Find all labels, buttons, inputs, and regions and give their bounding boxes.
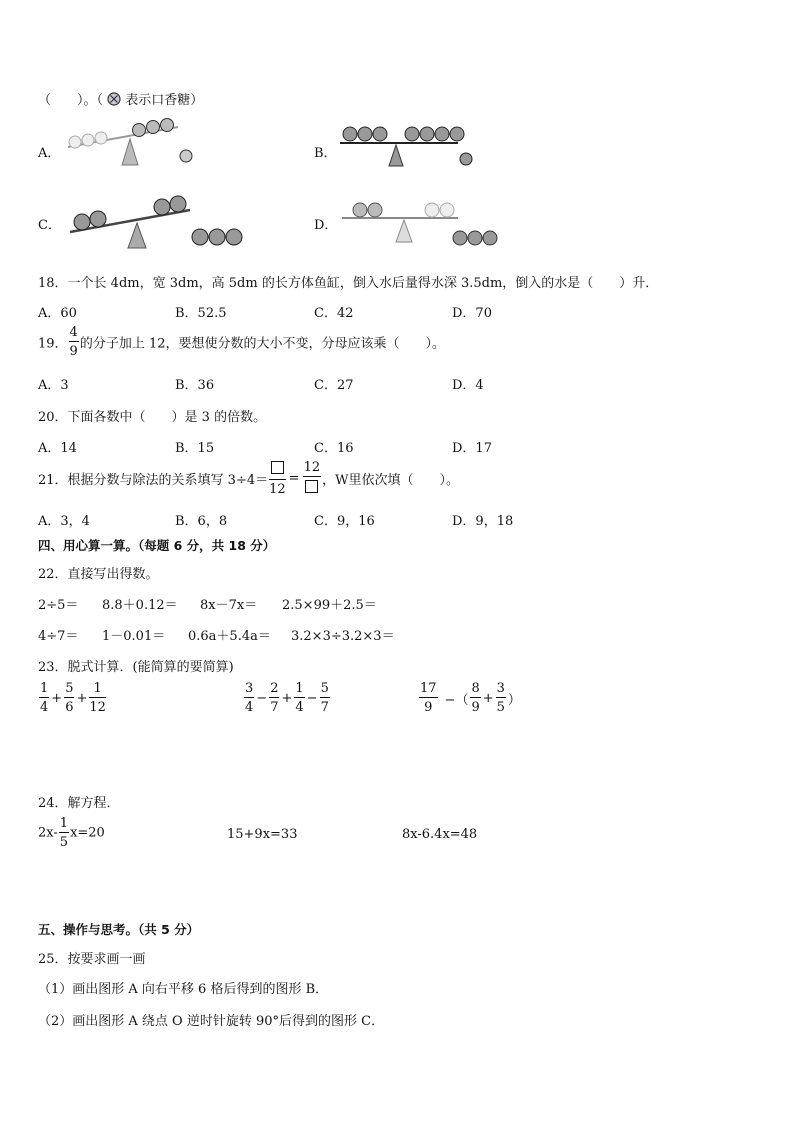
q20-option-b[interactable]: B．15 [175,441,215,456]
q22-item: 8x－7x＝ [200,598,258,613]
q21-blank-box-2[interactable] [305,480,318,493]
equation-text: 2x- [38,825,58,841]
q21-option-b[interactable]: B．6，8 [175,514,228,529]
frac-denominator: 4 [40,700,49,715]
q24-equation-3: 8x-6.4x=48 [402,827,478,842]
q21-option-a[interactable]: A．3，4 [38,514,90,529]
q17-blank-text: （ ）。（ [38,93,104,108]
frac-numerator: 5 [320,681,329,696]
frac-denominator: 4 [245,700,254,715]
q23-expression-1 [38,682,107,714]
q19-option-c[interactable]: C．27 [314,378,354,393]
frac-denominator: 5 [59,835,69,850]
q20-option-c[interactable]: C．16 [314,441,354,456]
q25-step-1: （1）画出图形 A 向右平移 6 格后得到的图形 B． [38,982,329,997]
q21-fraction-1 [269,461,286,496]
frac-numerator: 1 [89,682,106,698]
q21-option-d[interactable]: D．9，18 [452,514,514,529]
balance-scale-d-figure [338,196,508,251]
q22-item: 3.2×3÷3.2×3＝ [291,629,395,644]
q22-item: 2÷5＝ [38,598,79,613]
q21-fraction-2 [303,461,322,496]
q18-option-c[interactable]: C．42 [314,306,354,321]
frac-numerator: 1 [40,681,49,696]
q25-question: 25．按要求画一画 [38,952,146,967]
q21-option-c[interactable]: C．9，16 [314,514,375,529]
q22-item: 0.6a＋5.4a＝ [188,629,271,644]
q20-question: 20．下面各数中（ ）是 3 的倍数。 [38,410,267,425]
frac-denominator: 9 [424,700,433,715]
q22-item: 2.5×99＋2.5＝ [282,598,377,613]
q19-frac-denominator: 9 [69,344,78,359]
section-4-title: 四、用心算一算。（每题 6 分，共 18 分） [38,538,276,553]
q19-frac-numerator: 4 [69,325,78,340]
frac-numerator: 3 [245,681,254,696]
q18-option-a[interactable]: A．60 [38,306,77,321]
q21-text-pre: 21．根据分数与除法的关系填写 3÷4＝ [38,473,269,488]
q17-option-d-label[interactable]: D． [314,218,338,233]
q24-question: 24．解方程． [38,796,120,811]
frac-denominator: 7 [270,700,279,715]
q17-option-a-label[interactable]: A． [38,146,61,161]
frac-numerator: 17 [420,681,437,696]
q24-equation-1 [38,817,105,849]
balance-scale-b-figure [336,118,486,170]
section-5-title: 五、操作与思考。（共 5 分） [38,922,200,937]
close-paren: ） [507,692,521,708]
operator: −（ [444,692,469,708]
frac-numerator: 2 [270,681,279,696]
q21-blank-box-1[interactable] [271,461,284,474]
frac-denominator: 9 [471,700,480,715]
frac-numerator: 5 [65,681,74,696]
q19-question [38,326,445,358]
q21-equals: = [288,471,300,486]
q19-option-b[interactable]: B．36 [175,378,215,393]
q25-step-2: （2）画出图形 A 绕点 O 逆时针旋转 90°后得到的图形 C． [38,1014,385,1029]
operator: + [76,690,88,706]
frac-denominator: 12 [89,700,106,715]
frac-numerator: 8 [471,681,480,696]
q17-question-tail [38,89,203,108]
q19-text: 的分子加上 12，要想使分数的大小不变，分母应该乘（ ）。 [79,336,446,352]
q17-legend-text: 表示口香糖） [125,93,204,108]
q17-option-b-label[interactable]: B． [314,146,337,161]
q18-option-d[interactable]: D．70 [452,306,492,321]
q22-item: 1－0.01＝ [102,629,166,644]
q19-option-a[interactable]: A．3 [38,378,69,393]
frac-denominator: 4 [295,700,304,715]
q20-option-d[interactable]: D．17 [452,441,492,456]
balance-scale-c-figure [60,190,250,252]
frac-denominator: 7 [320,700,329,715]
operator: − [256,690,268,706]
q22-question: 22．直接写出得数。 [38,567,159,582]
q19-fraction [69,326,79,358]
frac-numerator: 1 [295,681,304,696]
frac-numerator: 3 [496,681,505,696]
q19-option-d[interactable]: D．4 [452,378,484,393]
q17-option-c-label[interactable]: C． [38,218,61,233]
frac-numerator: 1 [59,816,69,831]
q23-question: 23．脱式计算．(能简算的要简算) [38,660,234,675]
q22-item: 4÷7＝ [38,629,79,644]
operator: + [51,690,63,706]
q21-question [38,461,459,496]
operator: − [306,690,318,706]
gum-icon [107,92,121,106]
q18-option-b[interactable]: B．52.5 [175,306,227,321]
operator: + [281,690,293,706]
operator: + [482,690,494,706]
frac-denominator: 5 [496,700,505,715]
q22-item: 8.8＋0.12＝ [102,598,178,613]
q21-frac2-numerator: 12 [303,460,321,475]
q24-equation-2: 15+9x=33 [227,827,298,842]
q23-expression-2 [243,682,331,714]
q19-number: 19． [38,336,68,352]
equation-text: x=20 [70,825,105,841]
q21-text-post: ，W里依次填（ ）。 [322,473,459,488]
q23-expression-3 [418,682,522,714]
frac-denominator: 6 [65,700,74,715]
q20-option-a[interactable]: A．14 [38,441,77,456]
balance-scale-a-figure [60,115,210,170]
q21-frac1-denominator: 12 [269,482,286,497]
q18-question: 18．一个长 4dm，宽 3dm，高 5dm 的长方体鱼缸，倒入水后量得水深 3.5dm，倒入的水是（ ）升． [38,276,659,291]
